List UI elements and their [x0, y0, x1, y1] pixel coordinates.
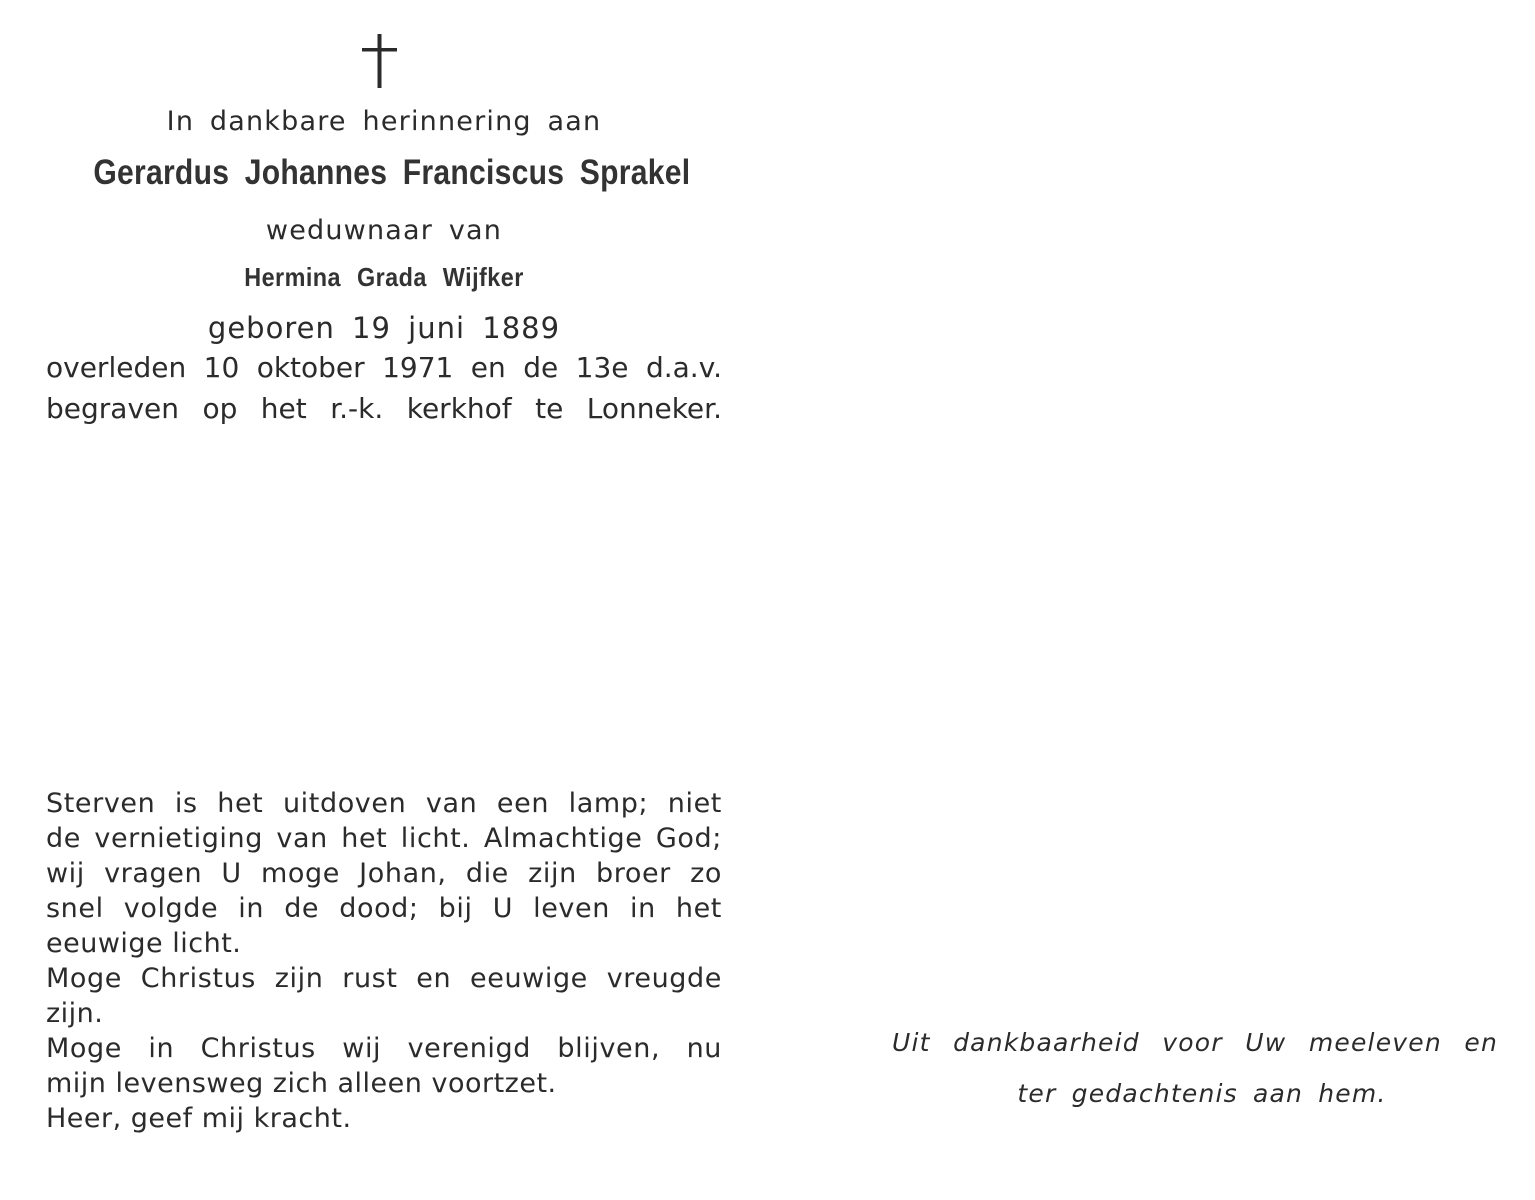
- intro-text: In dankbare herinnering aan: [166, 106, 602, 137]
- thanks-note: [892, 1028, 1498, 1108]
- prayer-line: snel volgde in de dood; bij U leven in het: [46, 893, 722, 924]
- prayer-line: zijn.: [46, 998, 104, 1029]
- prayer-line: eeuwige licht.: [46, 928, 242, 959]
- prayer-line: wij vragen U moge Johan, die zijn broer zo: [46, 858, 722, 889]
- deceased-name: Gerardus Johannes Franciscus Sprakel: [93, 153, 691, 192]
- thanks-line-1: Uit dankbaarheid voor Uw meeleven en: [892, 1028, 1498, 1057]
- prayer-line: Heer, geef mij kracht.: [46, 1103, 352, 1134]
- widower-text: weduwnaar van: [265, 215, 503, 246]
- prayer-text: [46, 786, 722, 1136]
- prayer-line: Sterven is het uitdoven van een lamp; niet: [46, 788, 722, 819]
- prayer-line: Moge in Christus wij verenigd blijven, nu: [46, 1033, 722, 1064]
- prayer-line: mijn levensweg zich alleen voortzet.: [46, 1068, 557, 1099]
- prayer-line: Moge Christus zijn rust en eeuwige vreugde: [46, 963, 722, 994]
- burial-place: begraven op het r.-k. kerkhof te Lonneker.: [46, 392, 722, 425]
- prayer-line: de vernietiging van het licht. Almachtige God;: [46, 823, 722, 854]
- spouse-name: Hermina Grada Wijfker: [244, 262, 524, 292]
- thanks-line-2: ter gedachtenis aan hem.: [1017, 1079, 1387, 1108]
- birth-date: geboren 19 juni 1889: [207, 311, 561, 345]
- cross-icon: [360, 30, 400, 90]
- memorial-header: [46, 30, 722, 425]
- death-date: overleden 10 oktober 1971 en de 13e d.a.v.: [46, 351, 722, 384]
